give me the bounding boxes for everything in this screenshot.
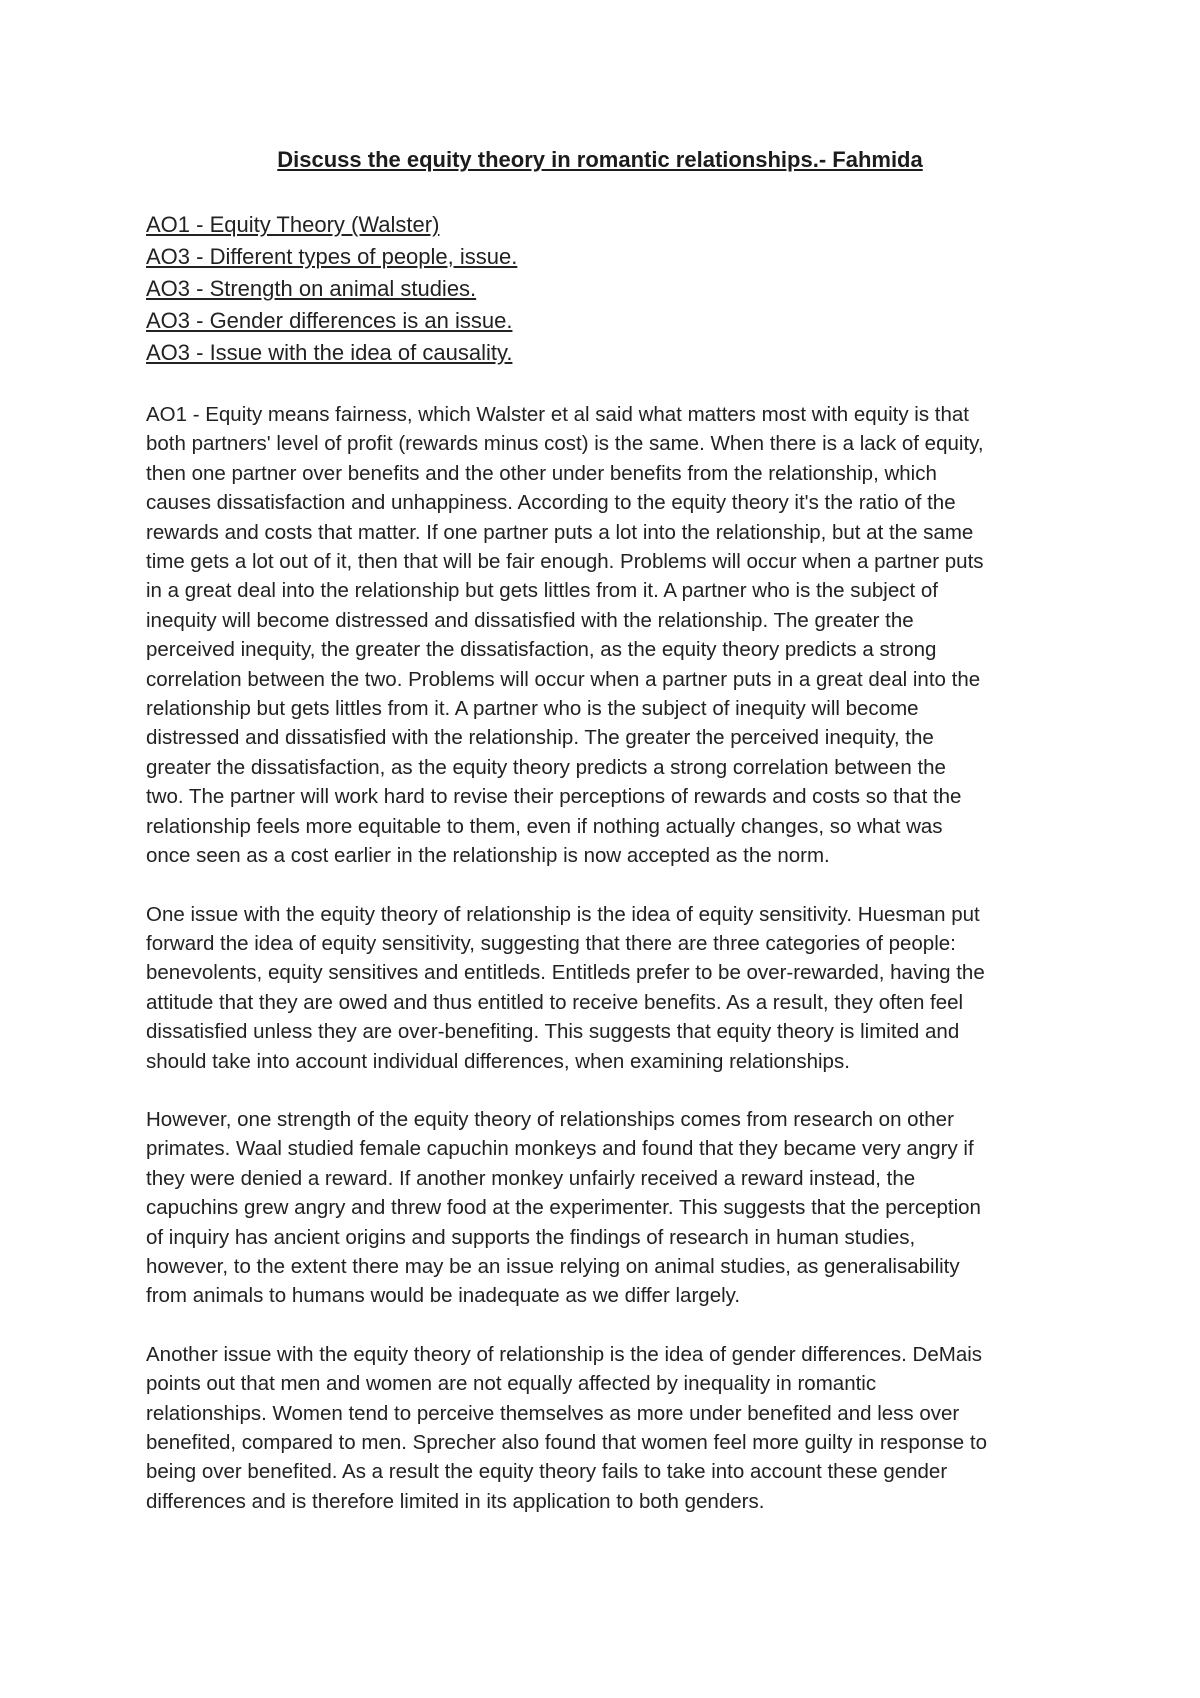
- outline-item: AO3 - Issue with the idea of causality.: [146, 340, 513, 365]
- paragraph-animal-studies: However, one strength of the equity theory of relationships comes from research on other primates. Waal studied female capuchin monkeys and found that they became very angry if they were denied a reward. If another monkey unfairly received a reward instead, the capuchins grew angry and threw food at the experimenter. This suggests that the perception of inquiry has ancient origins and supports the findings of research in human studies, however, to the extent there may be an issue relying on animal studies, as generalisability from animals to humans would be inadequate as we differ largely.: [146, 1107, 981, 1308]
- outline-item: AO3 - Gender differences is an issue.: [146, 308, 513, 333]
- paragraph-gender-differences: Another issue with the equity theory of relationship is the idea of gender differences. DeMais points out that men and women are not equally affected by inequality in romantic relationships. Women tend to perceive themselves as more under benefited and less over benefited, compared to men. Sprecher also found that women feel more guilty in response to being over benefited. As a result the equity theory fails to take into account these gender differences and is therefore limited in its application to both genders.: [146, 1342, 987, 1513]
- essay-outline: [146, 209, 1066, 369]
- paragraph-equity-sensitivity: One issue with the equity theory of relationship is the idea of equity sensitivity. Huesman put forward the idea of equity sensitivity, suggesting that there are three categories of people: benevolents, equity sensitives and entitleds. Entitleds prefer to be over-rewarded, having the attitude that they are owed and thus entitled to receive benefits. As a result, they often feel dissatisfied unless they are over-benefiting. This suggests that equity theory is limited and should take into account individual differences, when examining relationships.: [146, 902, 985, 1073]
- paragraph-ao1: AO1 - Equity means fairness, which Walster et al said what matters most with equity is that both partners' level of profit (rewards minus cost) is the same. When there is a lack of equity, then one partner over benefits and the other under benefits from the relationship, which causes dissatisfaction and unhappiness. According to the equity theory it's the ratio of the rewards and costs that matter. If one partner puts a lot into the relationship, but at the same time gets a lot out of it, then that will be fair enough. Problems will occur when a partner puts in a great deal into the relationship but gets littles from it. A partner who is the subject of inequity will become distressed and dissatisfied with the relationship. The greater the perceived inequity, the greater the dissatisfaction, as the equity theory predicts a strong correlation between the two. Problems will occur when a partner puts in a great deal into the relationship but gets littles from it. A partner who is the subject of inequity will become distressed and dissatisfied with the relationship. The greater the perceived inequity, the greater the dissatisfaction, as the equity theory predicts a strong correlation between the two. The partner will work hard to revise their perceptions of rewards and costs so that the relationship feels more equitable to them, even if nothing actually changes, so what was once seen as a cost earlier in the relationship is now accepted as the norm.: [146, 403, 984, 868]
- outline-item: AO1 - Equity Theory (Walster): [146, 212, 440, 237]
- essay-body: [146, 400, 1071, 1545]
- outline-item: AO3 - Strength on animal studies.: [146, 276, 477, 301]
- outline-item: AO3 - Different types of people, issue.: [146, 244, 518, 269]
- document-title: Discuss the equity theory in romantic relationships.- Fahmida: [277, 147, 923, 172]
